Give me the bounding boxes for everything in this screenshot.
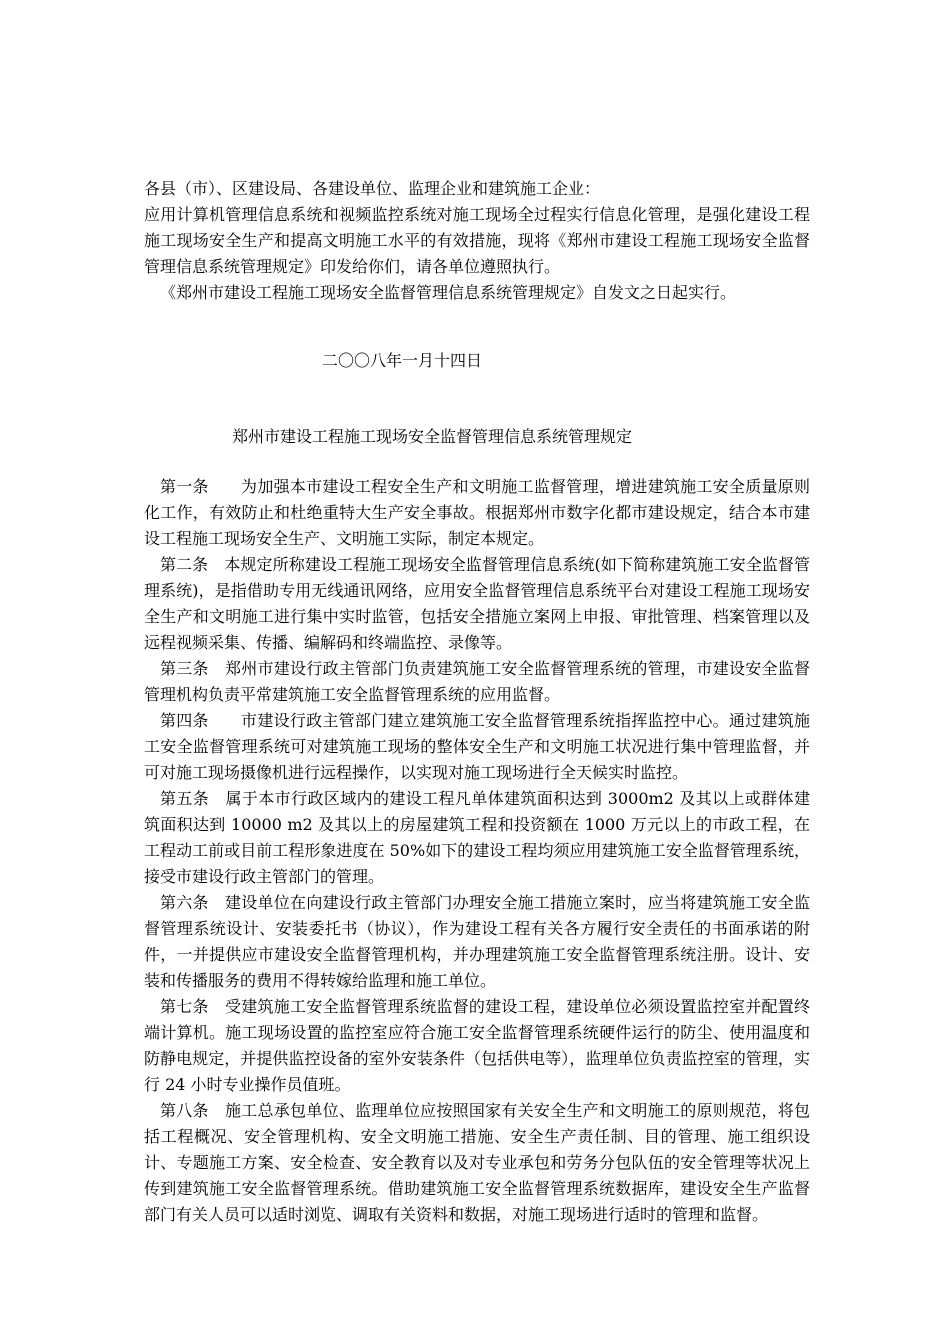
article-5 (144, 786, 810, 890)
notice-effective-paragraph: 《郑州市建设工程施工现场安全监督管理信息系统管理规定》自发文之日起实行。 (160, 283, 737, 302)
article-text: 本规定所称建设工程施工现场安全监督管理信息系统(如下简称建筑施工安全监督管理系统)，是指借助专用无线通讯网络，应用安全监督管理信息系统平台对建设工程施工现场安全生产和文明施工进行集中实时监管，包括安全措施立案网上申报、审批管理、档案管理以及远程视频采集、传播、编解码和终端监控、录像等。 (144, 555, 810, 652)
article-text: 市建设行政主管部门建立建筑施工安全监督管理系统指挥监控中心。通过建筑施工安全监督管理系统可对建筑施工现场的整体安全生产和文明施工状况进行集中管理监督，并可对施工现场摄像机进行远程操作，以实现对施工现场进行全天候实时监控。 (144, 711, 810, 782)
article-number: 第五条 (160, 789, 210, 808)
article-1 (144, 474, 810, 552)
notice-addressee: 各县（市）、区建设局、各建设单位、监理企业和建筑施工企业： (144, 179, 601, 198)
notice-intro-paragraph: 应用计算机管理信息系统和视频监控系统对施工现场全过程实行信息化管理，是强化建设工程施工现场安全生产和提高文明施工水平的有效措施，现将《郑州市建设工程施工现场安全监督管理信息系统管理规定》印发给你们，请各单位遵照执行。 (144, 205, 810, 276)
article-text: 郑州市建设行政主管部门负责建筑施工安全监督管理系统的管理，市建设安全监督管理机构负责平常建筑施工安全监督管理系统的应用监督。 (144, 659, 810, 704)
article-text: 施工总承包单位、监理单位应按照国家有关安全生产和文明施工的原则规范，将包括工程概况、安全管理机构、安全文明施工措施、安全生产责任制、目的管理、施工组织设计、专题施工方案、安全检查、安全教育以及对专业承包和劳务分包队伍的安全管理等状况上传到建筑施工安全监督管理系统。借助建筑施工安全监督管理系统数据库，建设安全生产监督部门有关人员可以适时浏览、调取有关资料和数据，对施工现场进行适时的管理和监督。 (144, 1101, 810, 1224)
article-number: 第三条 (160, 659, 209, 678)
article-2 (144, 552, 810, 656)
article-number: 第一条 (160, 477, 209, 496)
article-number: 第六条 (160, 893, 209, 912)
regulation-articles (144, 474, 810, 1228)
notice-date: 二〇〇八年一月十四日 (322, 351, 483, 370)
article-7 (144, 994, 810, 1098)
article-text: 属于本市行政区域内的建设工程凡单体建筑面积达到 3000m2 及其以上或群体建筑面积达到 10000 m2 及其以上的房屋建筑工程和投资额在 1000 万元以上的市政工程，在工程动工前或目前工程形象进度在 50%如下的建设工程均须应用建筑施工安全监督管理系统，接受市建设行政主管部门的管理。 (144, 789, 810, 886)
article-text: 受建筑施工安全监督管理系统监督的建设工程，建设单位必须设置监控室并配置终端计算机。施工现场设置的监控室应符合施工安全监督管理系统硬件运行的防尘、使用温度和防静电规定，并提供监控设备的室外安装条件（包括供电等），监理单位负责监控室的管理，实行 24 小时专业操作员值班。 (144, 997, 810, 1094)
article-text: 建设单位在向建设行政主管部门办理安全施工措施立案时，应当将建筑施工安全监督管理系统设计、安装委托书（协议），作为建设工程有关各方履行安全责任的书面承诺的附件，一并提供应市建设安全监督管理机构，并办理建筑施工安全监督管理系统注册。设计、安装和传播服务的费用不得转嫁给监理和施工单位。 (144, 893, 810, 990)
article-8 (144, 1098, 810, 1228)
regulation-title: 郑州市建设工程施工现场安全监督管理信息系统管理规定 (232, 427, 633, 446)
article-number: 第二条 (160, 555, 209, 574)
article-4 (144, 708, 810, 786)
article-number: 第四条 (160, 711, 209, 730)
article-number: 第八条 (160, 1101, 209, 1120)
article-3 (144, 656, 810, 708)
article-number: 第七条 (160, 997, 209, 1016)
article-text: 为加强本市建设工程安全生产和文明施工监督管理，增进建筑施工安全质量原则化工作，有效防止和杜绝重特大生产安全事故。根据郑州市数字化都市建设规定，结合本市建设工程施工现场安全生产、文明施工实际，制定本规定。 (144, 477, 810, 548)
article-6 (144, 890, 810, 994)
